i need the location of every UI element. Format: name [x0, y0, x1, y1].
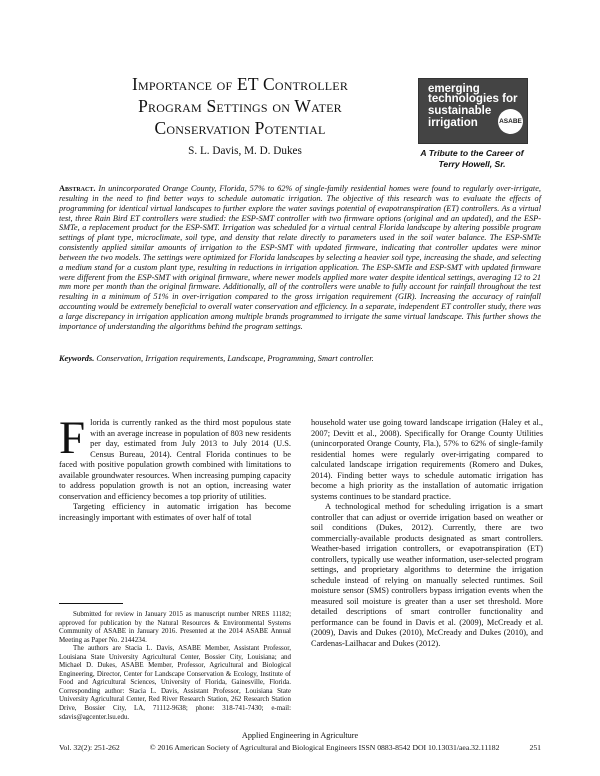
authors: S. L. Davis, M. D. Dukes [188, 145, 302, 157]
body-column-right [311, 418, 543, 649]
logo-line: emerging [428, 83, 480, 95]
keywords-label: Keywords. [59, 354, 95, 363]
logo-line: sustainable [428, 105, 492, 117]
body-column-left [59, 412, 291, 523]
page-number: 251 [529, 743, 541, 752]
logo-line: technologies for [428, 93, 518, 105]
abstract-label: Abstract. [59, 184, 96, 193]
volume-info: Vol. 32(2): 251-262 [59, 743, 120, 752]
title-line: Program Settings on Water [138, 96, 342, 116]
page-footer [59, 743, 541, 752]
body-paragraph: A technological method for scheduling irrigation is a smart controller that can adjust or override irrigation based on weather or soil conditions (Dukes, 2012). Currently, there are two commercially-available products designated as smart controllers. Weather-based irrigation controllers, or evapotranspiration (ET) controllers, typically use weather information, user-selected program settings, and proprietary algorithms to determine the irrigation schedule instead of relying on manually selected runtimes. Soil moisture sensor (SMS) controllers bypass irrigation events when the measured soil moisture is greater than a user set threshold. More detailed descriptions of smart controller functionality and performance can be found in Davis et al. (2009), McCready et al. (2009), Davis and Dukes (2010), McCready and Dukes (2010), and Cardenas-Lailhacar and Dukes (2012). [311, 502, 543, 648]
tribute-line: A Tribute to the Career of [420, 148, 524, 158]
keywords-text: Conservation, Irrigation requirements, Landscape, Programming, Smart controller. [94, 354, 374, 363]
footnote-paragraph: Submitted for review in January 2015 as manuscript number NRES 11182; approved for publication by the Natural Resources & Environmental Systems Community of ASABE in January 2016. Presented at the 2014 ASABE Annual Meeting as Paper No. 2144234. [59, 610, 291, 644]
tribute-line: Terry Howell, Sr. [438, 159, 506, 169]
keywords [59, 354, 541, 364]
logo-line: irrigation [428, 117, 478, 129]
drop-cap: F [59, 412, 86, 464]
tribute-caption [404, 148, 540, 170]
emerging-technologies-logo [418, 78, 528, 144]
body-paragraph: Targeting efficiency in automatic irrigation has become increasingly important with estimates of over half of total [59, 502, 291, 522]
footnote [59, 610, 291, 721]
abstract [59, 184, 541, 332]
title-line: Conservation Potential [154, 118, 326, 138]
title-line: Importance of ET Controller [131, 74, 349, 94]
journal-name: Applied Engineering in Agriculture [241, 731, 359, 740]
body-paragraph: household water use going toward landscape irrigation (Haley et al., 2007; Devitt et al., 2008). Specifically for Orange County Utilities (unincorporated Orange County, Fla.), 57% to 62% of single-family residential homes were regularly over-irrigating compared to calculated landscape irrigation requirements (Romero and Dukes, 2014). Finding better ways to schedule automatic irrigation has become a high priority as the installation of automatic irrigation systems continues to be standard practice. [311, 418, 543, 501]
paper-title [95, 73, 385, 139]
footnote-paragraph: The authors are Stacia L. Davis, ASABE Member, Assistant Professor, Louisiana State University Agricultural Center, Bossier City, Louisiana; and Michael D. Dukes, ASABE Member, Professor, Agricultural and Biological Engineering, Director, Center for Landscape Conservation & Ecology, Institute of Food and Agricultural Sciences, University of Florida, Gainesville, Florida. Corresponding author: Stacia L. Davis, Assistant Professor, Louisiana State University Agricultural Center, Red River Research Station, 262 Research Station Drive, Bossier City, LA, 71112-9638; phone: 318-741-7430; e-mail: sdavis@agcenter.lsu.edu. [59, 644, 291, 721]
abstract-text: In unincorporated Orange County, Florida, 57% to 62% of single-family residential homes were found to regularly over-irrigate, resulting in the need to find better ways to schedule automatic irrigation. The objective of this research was to evaluate the effects of programming for identical virtual landscapes to further explore the water savings potential of evapotranspiration (ET) controllers. As a virtual test, three Rain Bird ET controllers were studied: the ESP-SMT controller with two firmware options (original and an updated), and the ESP-SMTe, a replacement product for the ESP-SMT. Irrigation was scheduled for a virtual central Florida landscape by altering possible program settings of plant type, microclimate, soil type, and density that relate directly to parameters used in the soil water balance. The ESP-SMTe consistently applied similar amounts of irrigation to the ESP-SMT with updated firmware, indicating that controller updates were minor between the two models. The settings were optimized for Florida landscapes by selecting a heavier soil type, increasing the shade, and selecting a medium stand for a custom plant type, resulting in reductions in irrigation application. The ESP-SMTe and ESP-SMT with updated firmware were different from the ESP-SMT with original firmware, where newer models applied more water despite identical settings, averaging 12 to 21 mm more per month than the original firmware. Additionally, all of the controllers were unable to fully account for rainfall throughout the test resulting in a minimum of 51% in over-irrigation compared to the gross irrigation requirement (GIR). Increasing the accuracy of rainfall accounting would be extremely beneficial to overall water conservation and efficiency. In a separate, independent ET controller study, there was a large discrepancy in irrigation application among multiple brands programmed to irrigate the same virtual landscape. This further shows the importance of understanding the algorithms behind the program settings. [59, 184, 541, 331]
body-paragraph [59, 412, 291, 502]
copyright-info: © 2016 American Society of Agricultural and Biological Engineers ISSN 0883-8542 DOI 10.13031/aea.32.11182 [149, 743, 500, 752]
paragraph-text: lorida is currently ranked as the third most populous state with an average increase in population of 803 new residents per day, estimated from July 2013 to July 2014 (U.S. Census Bureau, 2014). Central Florida continues to be faced with positive population growth combined with limitations to available groundwater resources. When increasing pumping capacity to address population growth is not an option, increasing water conservation and efficiency becomes a top priority of utilities. [59, 418, 291, 501]
footnote-rule [59, 603, 123, 604]
asabe-seal-icon: ASABE [498, 109, 523, 134]
